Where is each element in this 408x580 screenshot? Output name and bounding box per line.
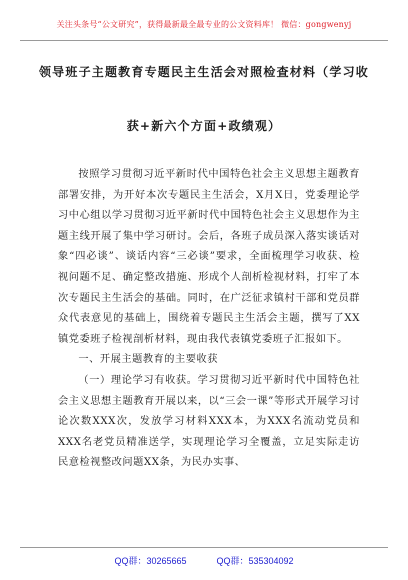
paragraph-intro: 按照学习贯彻习近平新时代中国特色社会主义思想主题教育部署安排，为开好本次专题民主生活会，X月X日，党委理论学习中心组以学习贯彻习近平新时代中国特色社会主义思想作为主题主线开展了集中学习研讨。会后，各班子成员深入落实谈话对象“四必谈”、谈话内容“三必谈”要求，全面梳理学习收获、检视问题不足、确定整改措施、形成个人剖析检视材料，打牢了本次专题民主生活会的基础。同时，在广泛征求镇村干部和党员群众代表意见的基础上，围绕着专题民主生活会主题，撰写了XX镇党委班子检视剖析材料，现由我代表镇党委班子汇报如下。 bbox=[58, 169, 360, 345]
page-header bbox=[20, 10, 388, 41]
title-line-2: 获+新六个方面+政绩观） bbox=[126, 119, 282, 133]
section-heading: 一、开展主题教育的主要收获 bbox=[78, 354, 218, 366]
footer-qq-group-2: QQ群：535304092 bbox=[216, 556, 294, 566]
document-title bbox=[30, 62, 378, 136]
page-footer bbox=[20, 547, 388, 570]
header-notice: 关注头条号“公文研究”，获得最新最全最专业的公文资料库！ 微信：gongwenyj bbox=[56, 20, 352, 29]
paragraph-theory-study: （一）理论学习有收获。学习贯彻习近平新时代中国特色社会主义思想主题教育开展以来，以“三会一课”等形式开展学习讨论次数XXX次，发放学习材料XXX本，为XXX名流动党员和XXX名老党员精准送学，实现理论学习全覆盖，立足实际走访民意检视整改问题XX条，为民办实事、 bbox=[58, 374, 360, 469]
title-line-1: 领导班子主题教育专题民主生活会对照检查材料（学习收 bbox=[38, 65, 369, 79]
document-body bbox=[58, 165, 360, 474]
footer-qq-group-1: QQ群：30265665 bbox=[114, 556, 187, 566]
